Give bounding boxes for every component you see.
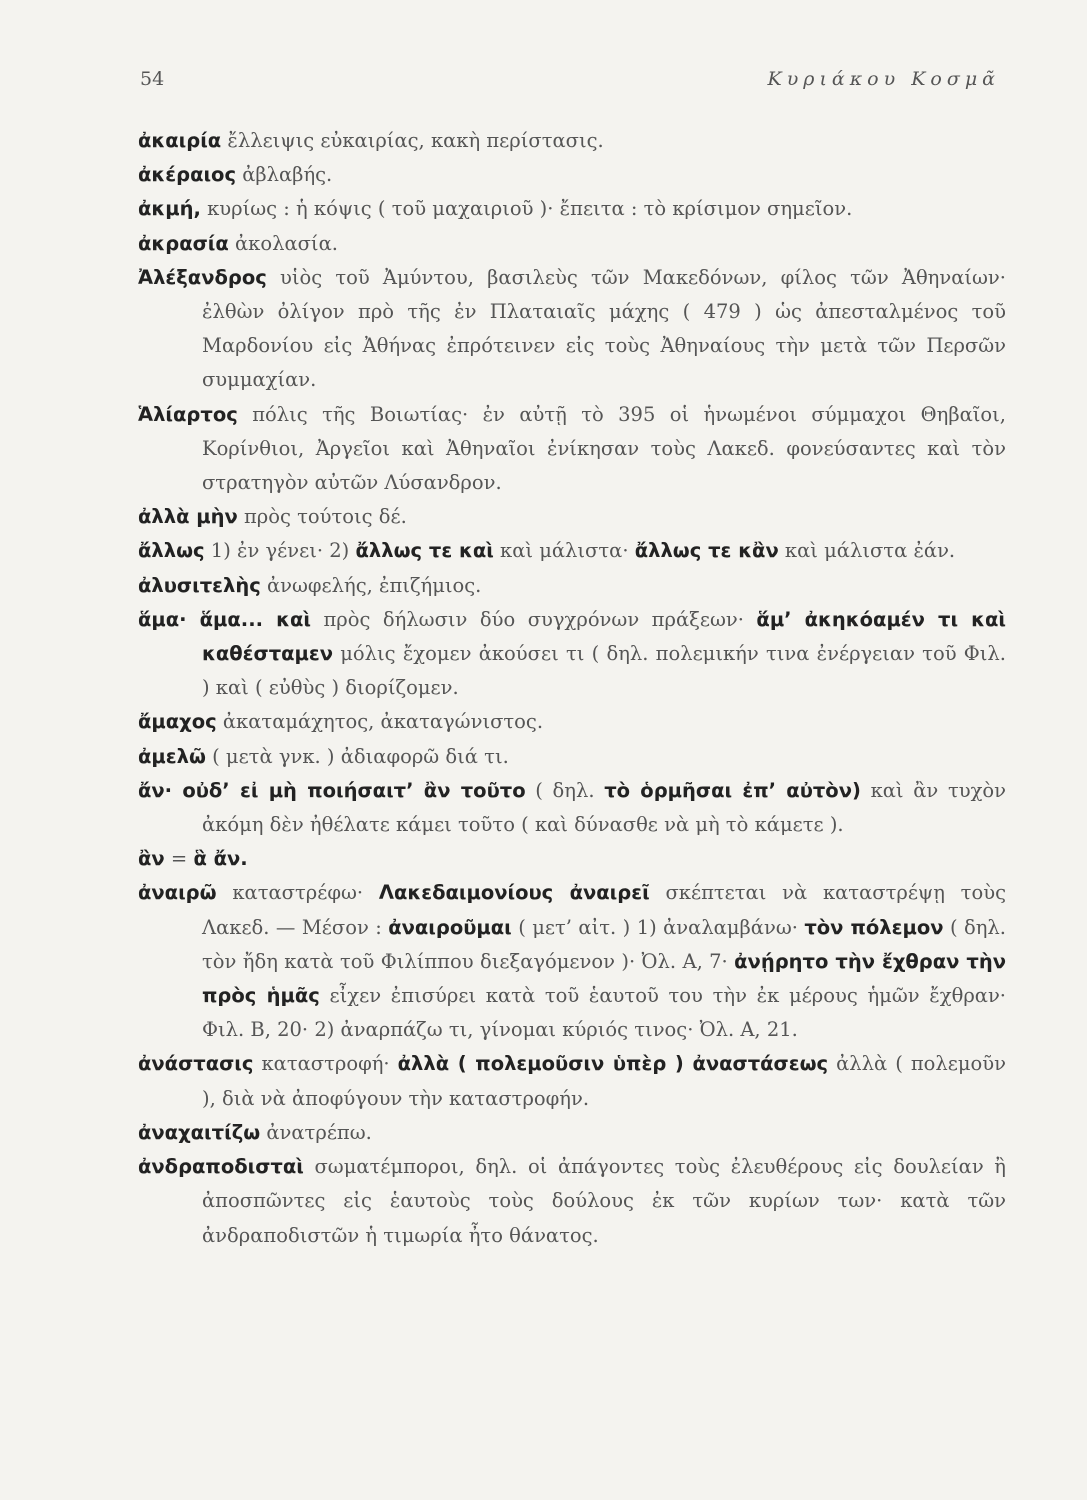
glossary-entry [138,774,1006,842]
headword: Λακεδαιμονίους ἀναιρεῖ [378,881,650,905]
definition-text: καὶ ἂν τυχὸν ἀκόμη δὲν ἠθέλατε κάμει τοῦτο ( καὶ δύνασθε νὰ μὴ τὸ κάμετε ). [202,778,1007,837]
headword: ἄμαχος [138,710,217,734]
glossary-entry [138,124,1006,158]
glossary-entry [138,603,1006,706]
headword: ἄλλως [138,539,205,563]
definition-text: πρὸς τούτοις δέ. [237,505,407,529]
glossary-entry [138,534,1006,568]
headword: ἂν [138,847,165,871]
definition-text: ἀλλὰ ( πολεμοῦν ), διὰ νὰ ἀποφύγουν τὴν καταστροφήν. [202,1052,1006,1110]
headword: ἀναχαιτίζω [138,1120,261,1144]
glossary-entry [138,227,1006,261]
definition-text: ( μετ’ αἰτ. ) 1) ἀναλαμβάνω· [511,915,805,939]
headword: ἀλλὰ μὴν [138,505,238,529]
definition-text: = [164,847,194,871]
definition-text: πρὸς δήλωσιν δύο συγχρόνων πράξεων· [310,607,757,631]
headword: ἄν· οὐδ’ εἰ μὴ ποιήσαιτ’ ἂν τοῦτο [138,778,526,802]
running-title: Κυριάκου Κοσμᾶ [767,68,1000,90]
definition-text: ἀβλαβής. [236,163,333,187]
headword: ἀκμή, [138,197,201,221]
definition-text: μόλις ἔχομεν ἀκούσει τι ( δηλ. πολεμικήν τινα ἐνέργειαν τοῦ Φιλ. ) καὶ ( εὐθὺς ) διορίζομεν. [202,642,1006,700]
headword: ἀνῄρητο τὴν ἔχθραν τὴν πρὸς ἡμᾶς [202,949,1007,1008]
glossary-entries [138,124,1006,1253]
headword: ἀκέραιος [138,163,237,187]
definition-text: εἶχεν ἐπισύρει κατὰ τοῦ ἑαυτοῦ του τὴν ἐκ μέρους ἡμῶν ἔχθραν· Φιλ. Β, 20· 2) ἀναρπάζω τι, γίνομαι κύριός τινος· Ὀλ. Α, 21. [202,984,1007,1042]
glossary-entry [138,158,1006,192]
definition-text: πόλις τῆς Βοιωτίας· ἐν αὐτῇ τὸ 395 οἱ ἡνωμένοι σύμμαχοι Θηβαῖοι, Κορίνθιοι, Ἀργεῖοι καὶ Ἀθηναῖοι ἐνίκησαν τοὺς Λακεδ. φονεύσαντες καὶ τὸν στρατηγὸν αὐτῶν Λύσανδρον. [202,402,1006,495]
definition-text: υἱὸς τοῦ Ἀμύντου, βασιλεὺς τῶν Μακεδόνων, φίλος τῶν Ἀθηναίων· ἐλθὼν ὀλίγον πρὸ τῆς ἐν Πλαταιαῖς μάχης ( 479 ) ὡς ἀπεσταλμένος τοῦ Μαρδονίου εἰς Ἀθήνας ἐπρότεινεν εἰς τοὺς Ἀθηναίους τὴν μετὰ τῶν Περσῶν συμμαχίαν. [202,265,1006,392]
headword: ἄλλως τε καὶ [355,539,494,563]
glossary-entry [138,1047,1006,1115]
headword: Ἁλίαρτος [138,402,238,426]
glossary-entry [138,569,1006,603]
definition-text: ( μετὰ γνκ. ) ἀδιαφορῶ διά τι. [205,744,509,768]
headword: ἀλυσιτελὴς [138,573,261,597]
definition-text: καταστρέφω· [216,881,379,905]
headword: ἀλλὰ ( πολεμοῦσιν ὑπὲρ ) ἀναστάσεως [397,1052,829,1076]
definition-text: 1) ἐν γένει· 2) [204,539,356,563]
page-header [140,68,1000,90]
glossary-entry [138,1116,1006,1150]
definition-text: καὶ μάλιστα· [493,539,635,563]
headword: ἀναιροῦμαι [388,915,512,939]
definition-text: ἀνατρέπω. [260,1120,372,1144]
headword: ἃ ἄν. [193,847,248,871]
definition-text: ἀκαταμάχητος, ἀκαταγώνιστος. [216,710,544,734]
definition-text: σωματέμποροι, δηλ. οἱ ἀπάγοντες τοὺς ἐλευθέρους εἰς δουλείαν ἢ ἀποσπῶντες εἰς ἑαυτοὺς τοὺς δούλους ἐκ τῶν κυρίων των· κατὰ τῶν ἀνδραποδιστῶν ἡ τιμωρία ἦτο θάνατος. [202,1155,1006,1247]
headword: ἀκρασία [138,231,229,255]
definition-text: καταστροφή· [253,1052,398,1076]
headword: ἀμελῶ [138,744,206,768]
glossary-entry [138,876,1006,1047]
definition-text: καὶ μάλιστα ἐάν. [778,539,956,563]
glossary-entry [138,842,1006,876]
glossary-entry [138,500,1006,534]
headword: ἀναιρῶ [138,881,217,905]
page-number: 54 [140,68,165,90]
definition-text: ἀνωφελής, ἐπιζήμιος. [260,573,482,597]
glossary-entry [138,398,1006,501]
headword: ἀνδραποδισταὶ [138,1155,304,1179]
glossary-entry [138,261,1006,398]
definition-text: κυρίως : ἡ κόψις ( τοῦ μαχαιριοῦ )· ἔπειτα : τὸ κρίσιμον σημεῖον. [200,197,853,221]
definition-text: ( δηλ. [525,778,605,802]
headword: ἀνάστασις [138,1052,254,1076]
glossary-entry [138,705,1006,739]
glossary-entry [138,1150,1006,1253]
headword: ἅμ’ ἀκηκόαμέν τι καὶ καθέσταμεν [202,607,1007,666]
definition-text: ἔλλειψις εὐκαιρίας, κακὴ περίστασις. [221,129,604,152]
headword: τὸν πόλεμον [804,915,944,939]
glossary-entry [138,740,1006,774]
definition-text: σκέπτεται νὰ καταστρέψῃ τοὺς Λακεδ. — Μέσον : [202,881,1006,939]
headword: ἄλλως τε κἂν [634,539,779,563]
definition-text: ἀκολασία. [228,231,338,255]
headword: ἅμα· ἅμα... καὶ [138,607,311,631]
headword: Ἀλέξανδρος [138,265,267,289]
headword: τὸ ὁρμῆσαι ἐπ’ αὐτὸν) [604,778,861,802]
definition-text: ( δηλ. τὸν ἤδη κατὰ τοῦ Φιλίππου διεξαγόμενον )· Ὀλ. Α, 7· [202,915,1006,973]
glossary-entry [138,192,1006,226]
headword: ἀκαιρία [138,129,222,152]
